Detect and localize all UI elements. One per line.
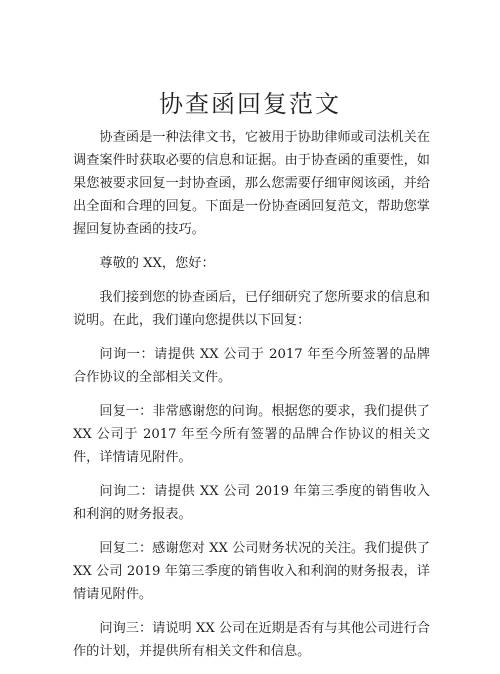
intro-paragraph: 协查函是一种法律文书，它被用于协助律师或司法机关在调查案件时获取必要的信息和证据。由于协查函的重要性，如果您被要求回复一封协查函，那么您需要仔细审阅该函，并给出全面和合理的回复。下面是一份协查函回复范文，帮助您掌握回复协查函的技巧。 (73, 130, 430, 237)
document-body (73, 126, 430, 674)
reply-1: 回复一：非常感谢您的问询。根据您的要求，我们提供了 XX 公司于 2017 年至今所有签署的品牌合作协议的相关文件，详情请见附件。 (73, 404, 430, 465)
inquiry-2: 问询二：请提供 XX 公司 2019 年第三季度的销售收入和利润的财务报表。 (73, 484, 430, 522)
inquiry-1: 问询一：请提供 XX 公司于 2017 年至今所签署的品牌合作协议的全部相关文件。 (73, 347, 430, 385)
document-title: 协查函回复范文 (159, 90, 341, 118)
opening-paragraph: 我们接到您的协查函后，已仔细研究了您所要求的信息和说明。在此，我们谨向您提供以下回复： (73, 290, 430, 328)
reply-2: 回复二：感谢您对 XX 公司财务状况的关注。我们提供了 XX 公司 2019 年第三季度的销售收入和利润的财务报表，详情请见附件。 (73, 541, 430, 602)
inquiry-3: 问询三：请说明 XX 公司在近期是否有与其他公司进行合作的计划，并提供所有相关文件和信息。 (73, 621, 430, 659)
salutation: 尊敬的 XX，您好： (99, 256, 215, 271)
